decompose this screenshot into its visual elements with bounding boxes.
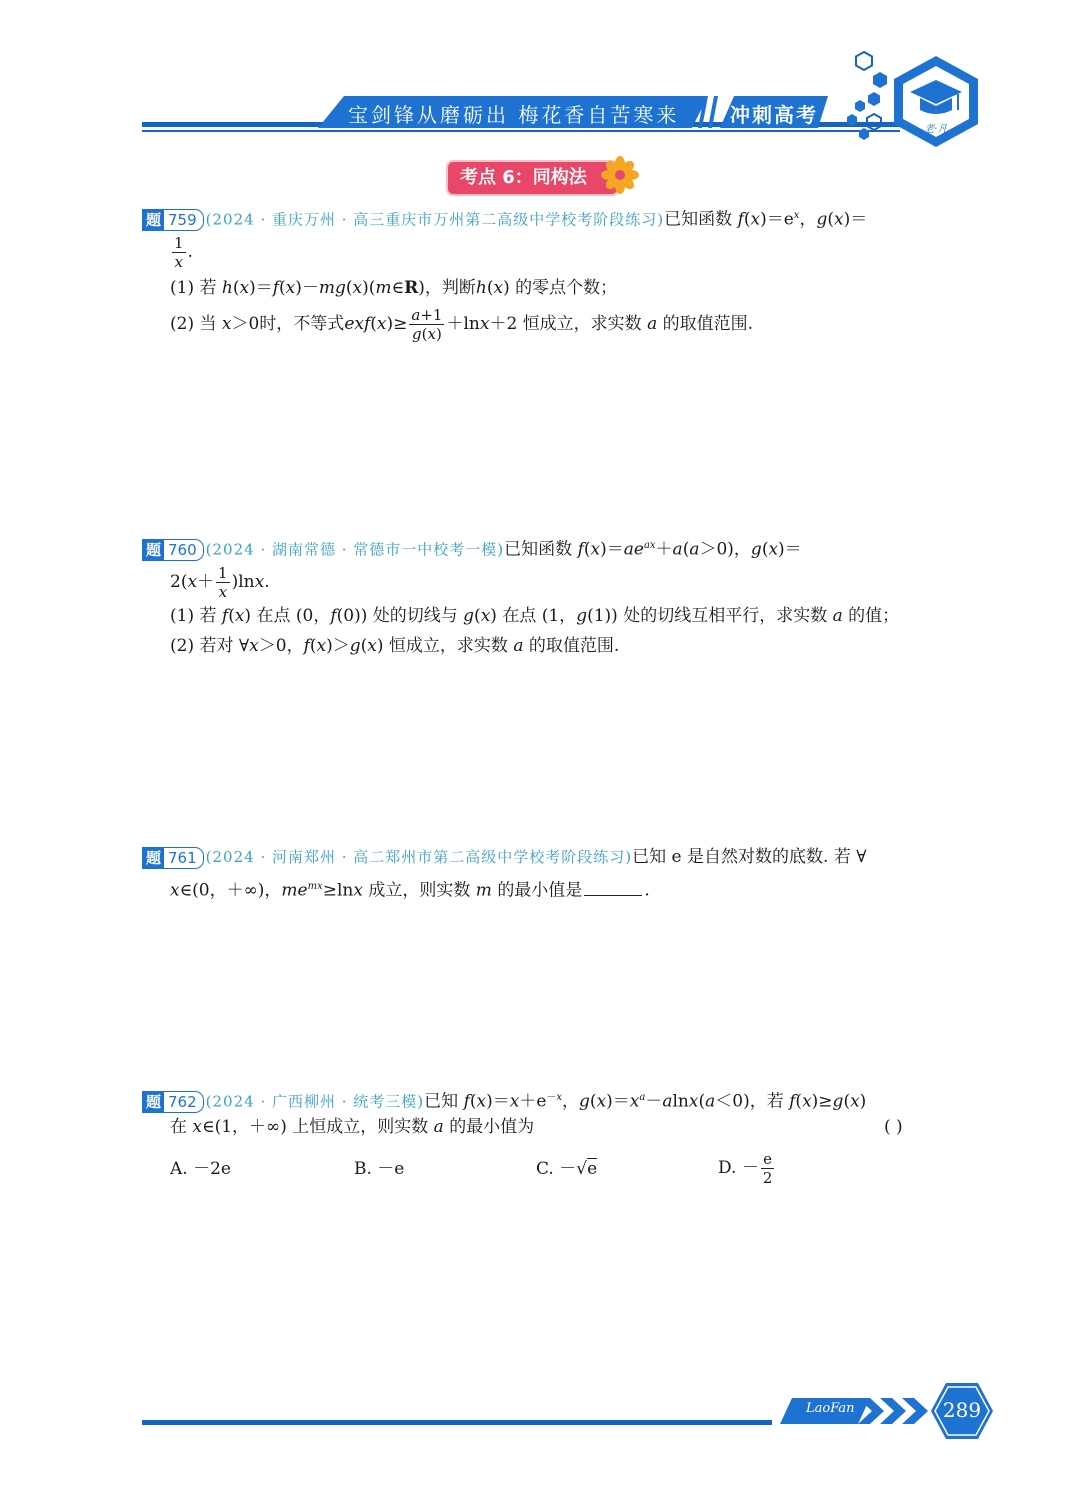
option-d[interactable]: D. － $\frac{e}{2}$ [718, 1150, 773, 1187]
footer-brand: LaoFan [806, 1401, 855, 1416]
problem-762-stem: 题 762 (2024 · 广西柳州 · 统考三模)已知 $f(x)=x+e^{-x}$，$g(x)=x^a-alnx(a<0)$，若 f(x)≥g(x) [142, 1083, 866, 1117]
svg-text:老·凡: 老·凡 [924, 124, 948, 135]
option-c[interactable]: C. －√e [536, 1159, 598, 1179]
option-a[interactable]: A. －2e [170, 1159, 231, 1179]
problem-760-stem: 题 760 (2024 · 湖南常德 · 常德市一中校考一模)已知函数 $f(x)=ae^{ax}+a(a>0)$，g(x)＝ [142, 531, 802, 565]
answer-parentheses[interactable]: ( ) [884, 1117, 903, 1137]
problem-761-stem: 题 761 (2024 · 河南郑州 · 高二郑州市第二高级中学校考阶段练习)已知 e 是自然对数的底数. 若 ∀ [142, 842, 867, 872]
problem-760-gx: 2(x＋ $\frac{1}{x}$ )lnx. [170, 564, 270, 601]
problem-source: (2024 · 湖南常德 · 常德市一中校考一模) [205, 540, 505, 559]
problem-source: (2024 · 广西柳州 · 统考三模) [205, 1092, 425, 1111]
problem-760-part1: (1) 若 f(x) 在点 (0，f(0)) 处的切线与 g(x) 在点 (1，g(1)) 处的切线互相平行，求实数 a 的值； [170, 606, 900, 626]
page-number: 289 [942, 1398, 982, 1422]
problem-number-tag: 题 759 [142, 209, 204, 231]
problem-759-gx: $\frac{1}{x}$ . [174, 234, 193, 271]
problem-759-part2: (2) 当 x＞0时，不等式exf(x)≥ $\frac{a+1}{g(x)}$ ＋lnx＋2 恒成立，求实数 a 的取值范围. [170, 306, 754, 343]
option-b[interactable]: B. －e [354, 1159, 405, 1179]
problem-762-line2: 在 x∈(1，＋∞) 上恒成立，则实数 a 的最小值为 [170, 1117, 535, 1137]
header-brand: 冲刺高考 [730, 103, 818, 127]
header-motto: 宝剑锋从磨砺出 梅花香自苦寒来 [348, 103, 680, 127]
footer-rule [142, 1420, 772, 1425]
answer-blank[interactable] [584, 879, 642, 896]
problem-source: (2024 · 重庆万州 · 高三重庆市万州第二高级中学校考阶段练习) [205, 210, 665, 229]
problem-number-tag: 题 762 [142, 1091, 204, 1113]
problem-number-tag: 题 760 [142, 539, 204, 561]
problem-source: (2024 · 河南郑州 · 高二郑州市第二高级中学校考阶段练习) [205, 848, 633, 866]
flower-icon [600, 155, 640, 195]
graduation-cap-hexagon-icon [838, 44, 988, 154]
problem-759-part1: (1) 若 h(x)＝f(x)－mg(x)(m∈R)，判断h(x) 的零点个数； [170, 278, 618, 298]
header-rule-thin [142, 130, 900, 132]
problem-759-stem: 题 759 (2024 · 重庆万州 · 高三重庆市万州第二高级中学校考阶段练习)已知函数 $f(x)=e^x$，g(x)＝ [142, 201, 867, 235]
problem-761-line2: x∈(0，＋∞)，$me^{mx}\ge\ln x$ 成立，则实数 m 的最小值是 . [170, 880, 650, 901]
topic-badge: 考点 6：同构法 [446, 160, 619, 196]
problem-number-tag: 题 761 [142, 847, 204, 869]
problem-760-part2: (2) 若对 ∀x＞0，f(x)＞g(x) 恒成立，求实数 a 的取值范围. [170, 636, 620, 656]
